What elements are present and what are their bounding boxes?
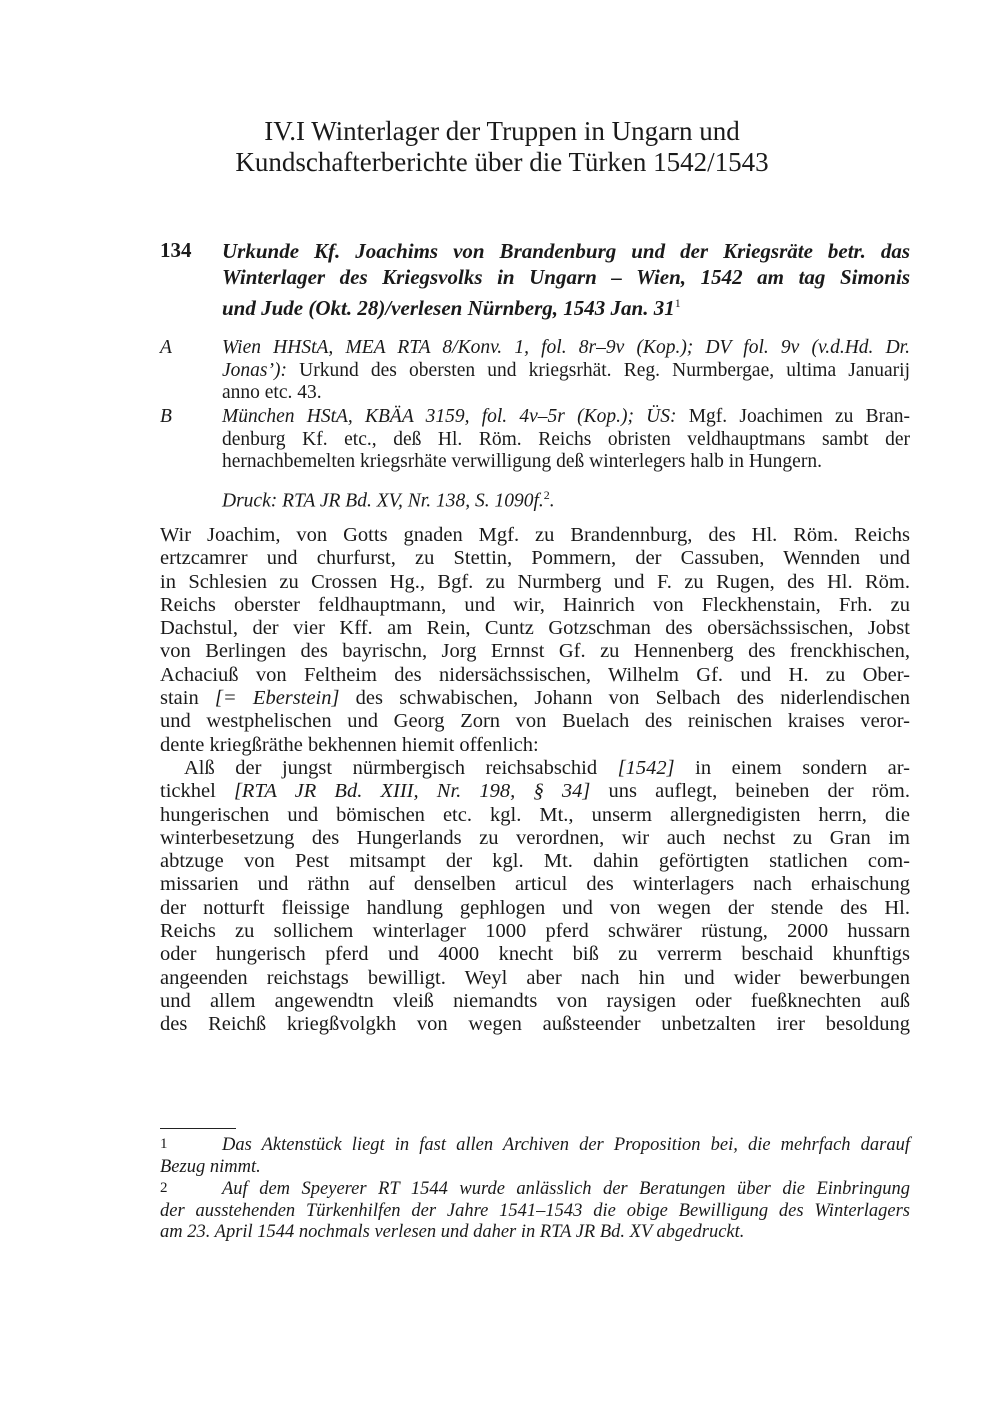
footnote-line [160, 1157, 910, 1179]
footnote-text: Auf dem Speyerer RT 1544 wurde anlässlich der Beratungen über die Einbringung [222, 1179, 910, 1199]
section-title [0, 116, 1004, 178]
footnote-line [160, 1222, 910, 1244]
source-a [160, 337, 910, 405]
heading-line: Winterlager des Kriegsvolks in Ungarn – Wien, 1542 am tag Simonis [222, 265, 910, 289]
footnote-ref: 2 [543, 488, 550, 502]
footnote-line [160, 1178, 910, 1201]
source-text [222, 406, 910, 474]
footnote-text: der ausstehenden Türkenhilfen der Jahre 1541–1543 die obige Bewilligung des Winterlagers [160, 1200, 910, 1221]
footnote-ref: 1 [674, 296, 681, 310]
text-line [160, 850, 910, 873]
source-text [222, 337, 910, 405]
text-line [160, 571, 910, 594]
text-segment: abtzuge von Pest mitsampt der kgl. Mt. dahin geförtigten statlichen com- [160, 850, 910, 873]
text-line [160, 873, 910, 896]
text-line [160, 757, 910, 780]
text-line [160, 920, 910, 943]
text-line [160, 990, 910, 1013]
text-segment: uns auflegt, beineben der röm. [590, 780, 910, 803]
print-reference [160, 484, 910, 513]
text-line [160, 780, 910, 803]
text-segment: Wir Joachim, von Gotts gnaden Mgf. zu Brandennburg, des Hl. Röm. Reichs [160, 524, 910, 546]
source-label: A [160, 337, 172, 358]
text-line [160, 710, 910, 733]
text-segment: Mgf. Joachimen zu Bran- [676, 406, 911, 427]
italic-text: [1542] [617, 756, 675, 779]
text-line [160, 547, 910, 570]
text-segment: Alß der jungst nürmbergisch reichsabschid [184, 756, 618, 779]
text-line [160, 640, 910, 663]
text-segment: des Reichß kriegßvolgkh von wegen außsteender unbetzalten irer besoldung [160, 1013, 910, 1036]
text-segment: in Schlesien zu Crossen Hg., Bgf. zu Nurmberg und F. zu Rugen, des Hl. Röm. [160, 570, 910, 593]
text-line [160, 897, 910, 920]
text-line [222, 337, 910, 360]
text-segment: denburg Kf. etc., deß Hl. Röm. Reichs obristen veldhauptmans sambt der [222, 428, 910, 450]
section-title-line: Kundschafterberichte über die Türken 1542/1543 [235, 147, 769, 177]
body-text [160, 524, 910, 1037]
text-segment: oder hungerisch pferd und 4000 knecht biß zu verrerm beschaid khunftigs [160, 943, 910, 966]
footnote-text: Das Aktenstück liegt in fast allen Archiven der Proposition bei, die mehrfach darauf [222, 1135, 910, 1155]
text-line [160, 1013, 910, 1036]
footnote-text: am 23. April 1544 nochmals verlesen und daher in RTA JR Bd. XV abgedruckt. [160, 1222, 745, 1242]
text-segment: und westphelischen und Georg Zorn von Buelach des reinischen kraises veror- [160, 710, 910, 733]
heading-line-text: und Jude (Okt. 28)/verlesen Nürnberg, 1543 Jan. 31 [222, 296, 675, 320]
text-line [160, 804, 910, 827]
text-line [160, 943, 910, 966]
text-segment: hungerischen und bömischen etc. kgl. Mt., unserm allergnedigisten herrn, die [160, 803, 910, 826]
section-title-line: IV.I Winterlager der Truppen in Ungarn und [264, 116, 740, 146]
text-line [160, 594, 910, 617]
text-line [222, 406, 910, 429]
footnote-line [160, 1201, 910, 1223]
italic-text: [RTA JR Bd. XIII, Nr. 198, § 34] [233, 780, 591, 803]
druck-text: Druck: RTA JR Bd. XV, Nr. 138, S. 1090f. [222, 490, 544, 512]
text-segment: der notturft fleissige handlung gephlogen und von wegen der stende des Hl. [160, 896, 910, 919]
footnote-number: 2 [160, 1180, 168, 1196]
text-segment: winterbesetzung des Hungerlands zu verordnen, wir auch nechst zu Gran im [160, 826, 910, 849]
text-segment: ertzcamrer und churfurst, zu Stettin, Pommern, der Cassuben, Wennden und [160, 547, 910, 570]
text-segment: von Berlingen des bayrischn, Jorg Ernnst Gf. zu Hennenberg des frenckhischen, [160, 640, 910, 663]
text-line [222, 360, 910, 383]
footnote-line [160, 1134, 910, 1157]
text-segment: Urkund des obersten und kriegsrhät. Reg. Nurmbergae, ultima Januarij [286, 359, 910, 381]
document-number: 134 [160, 238, 192, 262]
italic-text: München HStA, KBÄA 3159, fol. 4v–5r (Kop.); ÜS: [222, 406, 677, 427]
text-segment: Reichs zu sollichem winterlager 1000 pferd schwärer rüstung, 2000 hussarn [160, 920, 910, 943]
source-label: B [160, 406, 172, 427]
text-segment: in einem sondern ar- [674, 756, 910, 779]
text-segment: angeenden reichstags bewilligt. Weyl aber nach hin und wider bewerbungen [160, 966, 910, 989]
text-line [222, 451, 910, 474]
footnote-divider [160, 1128, 236, 1129]
text-line [160, 827, 910, 850]
text-line [160, 617, 910, 640]
italic-text: Wien HHStA, MEA RTA 8/Konv. 1, fol. 8r–9v (Kop.); DV fol. 9v (v.d.Hd. Dr. [222, 337, 910, 358]
text-line [160, 734, 910, 757]
text-segment: hernachbemelten kriegsrhäte verwilligung deß winterlegers halb in Hungern. [222, 451, 822, 472]
italic-text: Jonas’): [222, 359, 287, 381]
text-line [222, 429, 910, 452]
footnote-number: 1 [160, 1136, 168, 1152]
text-segment: dente kriegßräthe bekhennen hiemit offenlich: [160, 733, 539, 756]
text-segment: tickhel [160, 780, 234, 803]
text-line [160, 687, 910, 710]
text-segment: des schwabischen, Johann von Selbach des niderlendischen [339, 687, 911, 710]
text-segment: missarien und räthn auf denselben articul des winterlagers nach erhaischung [160, 873, 910, 896]
footnote-text: Bezug nimmt. [160, 1156, 261, 1177]
footnotes [160, 1134, 910, 1244]
text-line [222, 382, 910, 405]
text-segment: Reichs oberster feldhauptmann, und wir, Hainrich von Fleckhenstain, Frh. zu [160, 593, 910, 616]
text-line [160, 524, 910, 547]
italic-text: [= Eberstein] [214, 687, 340, 710]
source-b [160, 406, 910, 474]
text-segment: anno etc. 43. [222, 382, 322, 403]
heading-line [222, 290, 910, 321]
text-segment: und allem angewendtn vleiß niemandts von raysigen oder fueßknechten auß [160, 989, 910, 1012]
document-heading [222, 238, 910, 321]
text-segment: Achaciuß von Feltheim des nidersächssischen, Wilhelm Gf. und H. zu Ober- [160, 663, 910, 686]
text-line [160, 967, 910, 990]
heading-line: Urkunde Kf. Joachims von Brandenburg und der Kriegsräte betr. das [222, 239, 910, 263]
text-line [160, 664, 910, 687]
druck-end: . [549, 490, 555, 512]
text-segment: Dachstul, der vier Kff. am Rein, Cuntz Gotzschman des obersächssischen, Jobst [160, 617, 910, 640]
text-segment: stain [160, 687, 215, 710]
